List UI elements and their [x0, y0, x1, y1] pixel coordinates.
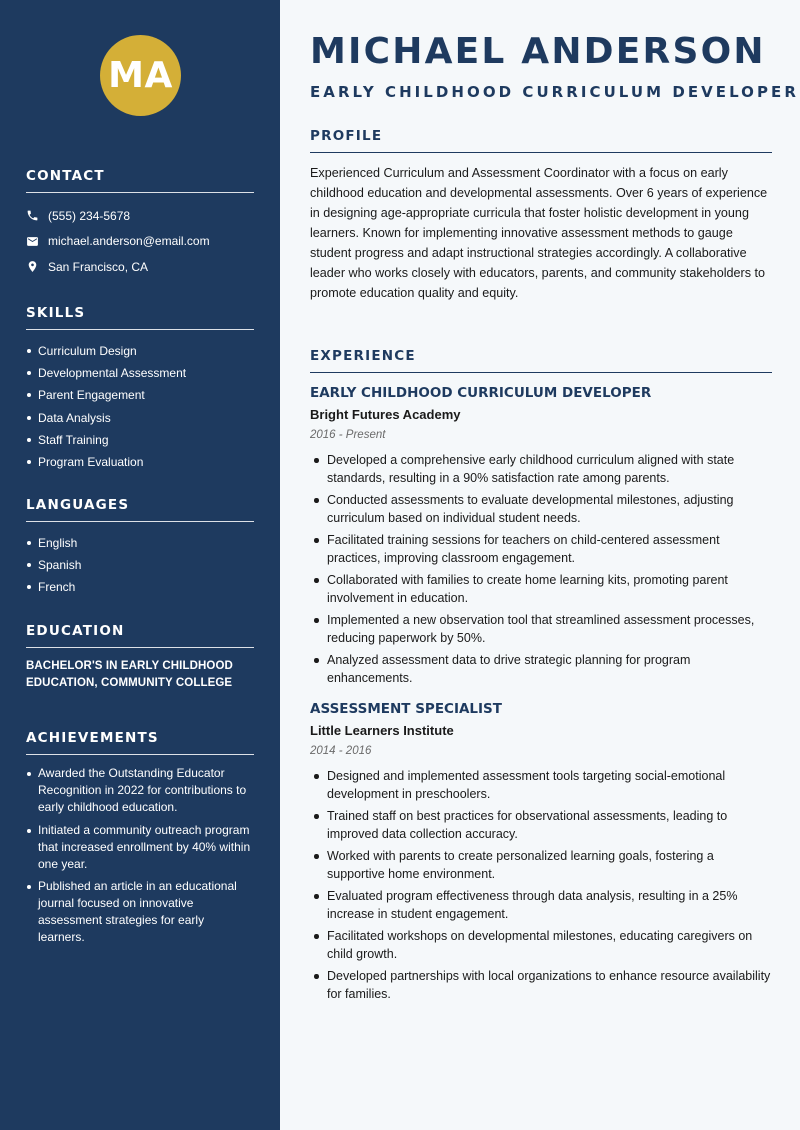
job-company: Bright Futures Academy	[310, 407, 461, 422]
job-bullet: Facilitated training sessions for teachers on child-centered assessment practices, improving classroom engagement.	[310, 531, 772, 567]
education-degree: BACHELOR'S IN EARLY CHILDHOOD EDUCATION, COMMUNITY COLLEGE	[26, 660, 233, 689]
job-bullet: Conducted assessments to evaluate developmental milestones, adjusting curriculum based on individual student needs.	[310, 491, 772, 527]
achievement-item: Awarded the Outstanding Educator Recognition in 2022 for contributions to early childhood education.	[26, 765, 254, 816]
job-bullet: Implemented a new observation tool that streamlined assessment processes, reducing paperwork by 50%.	[310, 611, 772, 647]
job-dates: 2016 - Present	[310, 429, 386, 441]
skill-item: Staff Training	[26, 429, 254, 451]
location-pin-icon	[26, 260, 39, 273]
job-entry	[310, 701, 772, 1003]
profile-heading: PROFILE	[310, 128, 772, 153]
email-icon	[26, 235, 39, 248]
sidebar	[0, 0, 280, 1130]
job-bullet: Worked with parents to create personalized learning goals, fostering a supportive home environment.	[310, 847, 772, 883]
skills-section	[26, 305, 254, 473]
job-company: Little Learners Institute	[310, 723, 454, 738]
job-role: ASSESSMENT SPECIALIST	[310, 701, 502, 717]
languages-list	[26, 532, 254, 599]
job-bullet: Facilitated workshops on developmental milestones, educating caregivers on child growth.	[310, 927, 772, 963]
skill-item: Data Analysis	[26, 407, 254, 429]
skill-item: Parent Engagement	[26, 384, 254, 406]
skill-item: Program Evaluation	[26, 451, 254, 473]
experience-heading: EXPERIENCE	[310, 348, 772, 373]
achievements-section	[26, 730, 254, 952]
achievement-item: Published an article in an educational journal focused on innovative assessment strategies for early learners.	[26, 878, 254, 946]
language-item: Spanish	[26, 554, 254, 576]
job-bullet: Collaborated with families to create home learning kits, promoting parent involvement in education.	[310, 571, 772, 607]
contact-phone-row	[26, 203, 254, 229]
monogram-avatar: MA	[100, 35, 181, 116]
job-bullet: Evaluated program effectiveness through data analysis, resulting in a 25% increase in student engagement.	[310, 887, 772, 923]
contact-section	[26, 168, 254, 280]
profile-text: Experienced Curriculum and Assessment Coordinator with a focus on early childhood education and developmental assessments. Over 6 years of experience in designing age-appropriate curricula that foster holistic development in young learners. Known for implementing innovative assessment methods to gauge student progress and adapt instructional strategies accordingly. A collaborative leader who works closely with educators, parents, and community stakeholders to promote education quality and equity.	[310, 166, 768, 300]
job-bullet: Trained staff on best practices for observational assessments, leading to improved data collection accuracy.	[310, 807, 772, 843]
achievement-item: Initiated a community outreach program that increased enrollment by 40% within one year.	[26, 822, 254, 873]
contact-email[interactable]: michael.anderson@email.com	[48, 234, 210, 249]
profile-section	[310, 128, 772, 303]
achievements-heading: ACHIEVEMENTS	[26, 730, 254, 755]
education-heading: EDUCATION	[26, 623, 254, 648]
experience-section	[310, 348, 772, 1017]
contact-location: San Francisco, CA	[48, 259, 149, 274]
job-bullet: Developed a comprehensive early childhood curriculum aligned with state standards, resulting in a 90% satisfaction rate among parents.	[310, 451, 772, 487]
language-item: French	[26, 576, 254, 598]
job-bullet: Analyzed assessment data to drive strategic planning for program enhancements.	[310, 651, 772, 687]
job-bullet: Designed and implemented assessment tools targeting social-emotional development in preschoolers.	[310, 767, 772, 803]
contact-email-row	[26, 229, 254, 255]
job-bullets	[310, 767, 772, 1003]
skill-item: Developmental Assessment	[26, 362, 254, 384]
job-bullet: Developed partnerships with local organizations to enhance resource availability for families.	[310, 967, 772, 1003]
skills-heading: SKILLS	[26, 305, 254, 330]
phone-icon	[26, 209, 39, 222]
contact-location-row	[26, 254, 254, 280]
education-section	[26, 623, 254, 692]
person-title: EARLY CHILDHOOD CURRICULUM DEVELOPER	[310, 83, 799, 101]
job-role: EARLY CHILDHOOD CURRICULUM DEVELOPER	[310, 385, 652, 401]
skills-list	[26, 340, 254, 473]
job-bullets	[310, 451, 772, 687]
skill-item: Curriculum Design	[26, 340, 254, 362]
contact-phone[interactable]: (555) 234-5678	[48, 208, 131, 223]
languages-section	[26, 497, 254, 599]
achievements-list	[26, 765, 254, 946]
job-entry	[310, 385, 772, 687]
job-dates: 2014 - 2016	[310, 745, 372, 757]
person-name: MICHAEL ANDERSON	[310, 31, 766, 72]
language-item: English	[26, 532, 254, 554]
contact-heading: CONTACT	[26, 168, 254, 193]
languages-heading: LANGUAGES	[26, 497, 254, 522]
